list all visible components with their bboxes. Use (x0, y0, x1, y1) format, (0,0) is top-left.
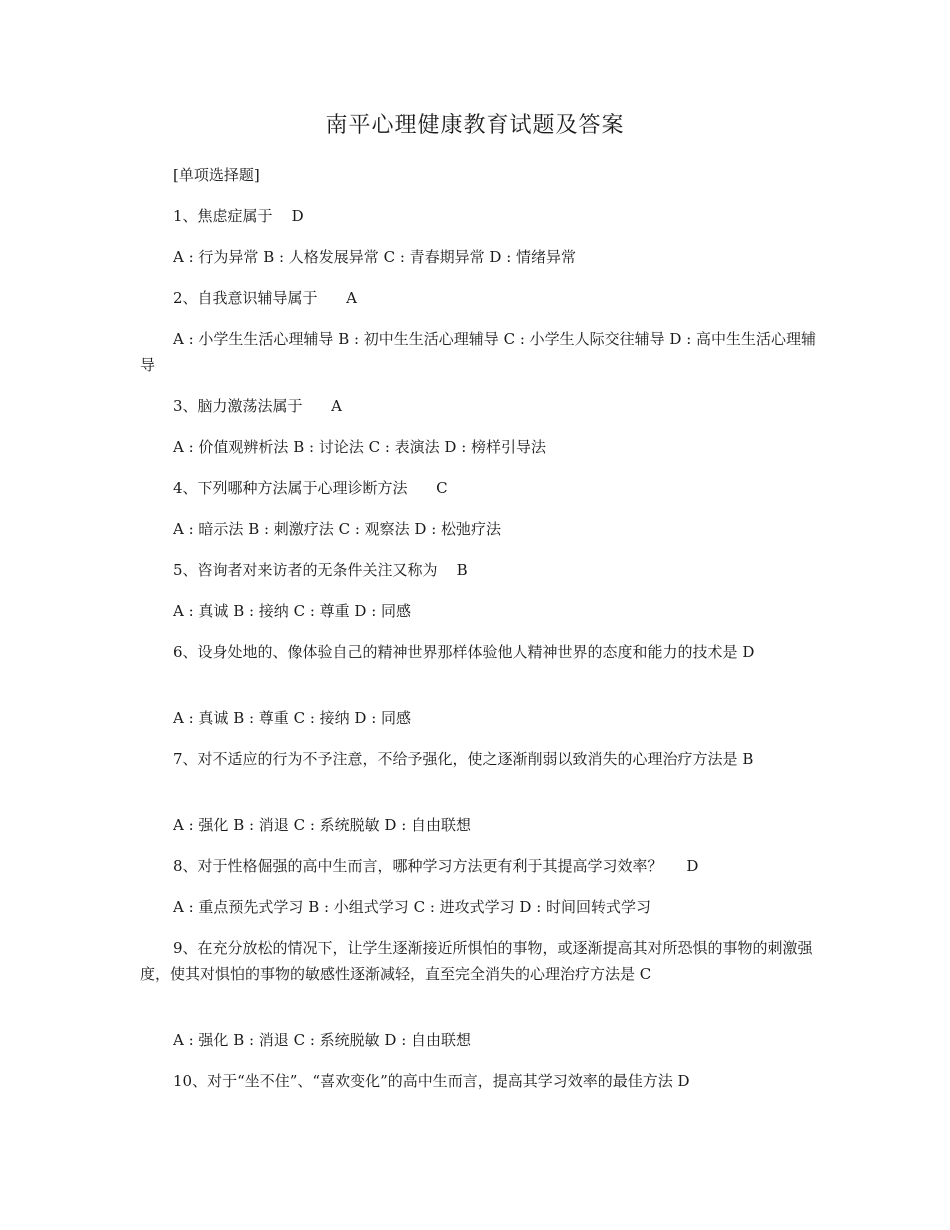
options-9: A : 强化 B : 消退 C : 系统脱敏 D : 自由联想 (173, 1031, 472, 1049)
question-7: 7、对不适应的行为不予注意，不给予强化，使之逐渐削弱以致消失的心理治疗方法是 B (173, 750, 754, 768)
options-5: A : 真诚 B : 接纳 C : 尊重 D : 同感 (173, 602, 412, 620)
question-9: 9、在充分放松的情况下，让学生逐渐接近所惧怕的事物，或逐渐提高其对所恐惧的事物的刺激强度，使其对惧怕的事物的敏感性逐渐减轻，直至完全消失的心理治疗方法是 C (140, 939, 813, 983)
question-2: 2、自我意识辅导属于 A (173, 289, 357, 307)
question-3: 3、脑力激荡法属于 A (173, 397, 342, 415)
question-5: 5、咨询者对来访者的无条件关注又称为 B (173, 561, 468, 579)
question-6: 6、设身处地的、像体验自己的精神世界那样体验他人精神世界的态度和能力的技术是 D (173, 643, 755, 661)
document-title: 南平心理健康教育试题及答案 (325, 113, 625, 138)
question-1: 1、焦虑症属于 D (173, 207, 304, 225)
options-4: A : 暗示法 B : 刺激疗法 C : 观察法 D : 松弛疗法 (173, 520, 502, 538)
options-6: A : 真诚 B : 尊重 C : 接纳 D : 同感 (173, 709, 412, 727)
question-8: 8、对于性格倔强的高中生而言，哪种学习方法更有利于其提高学习效率？ D (173, 857, 699, 875)
options-7: A : 强化 B : 消退 C : 系统脱敏 D : 自由联想 (173, 816, 472, 834)
options-3: A : 价值观辨析法 B : 讨论法 C : 表演法 D : 榜样引导法 (173, 438, 547, 456)
question-4: 4、下列哪种方法属于心理诊断方法 C (173, 479, 448, 497)
question-10: 10、对于“坐不住”、“喜欢变化”的高中生而言，提高其学习效率的最佳方法 D (173, 1072, 690, 1090)
section-heading: [单项选择题] (173, 166, 260, 184)
options-2: A : 小学生生活心理辅导 B : 初中生生活心理辅导 C : 小学生人际交往辅导 D : 高中生生活心理辅导 (140, 330, 817, 374)
options-1: A : 行为异常 B : 人格发展异常 C : 青春期异常 D : 情绪异常 (173, 248, 577, 266)
options-8: A : 重点预先式学习 B : 小组式学习 C : 进攻式学习 D : 时间回转式学习 (173, 898, 652, 916)
